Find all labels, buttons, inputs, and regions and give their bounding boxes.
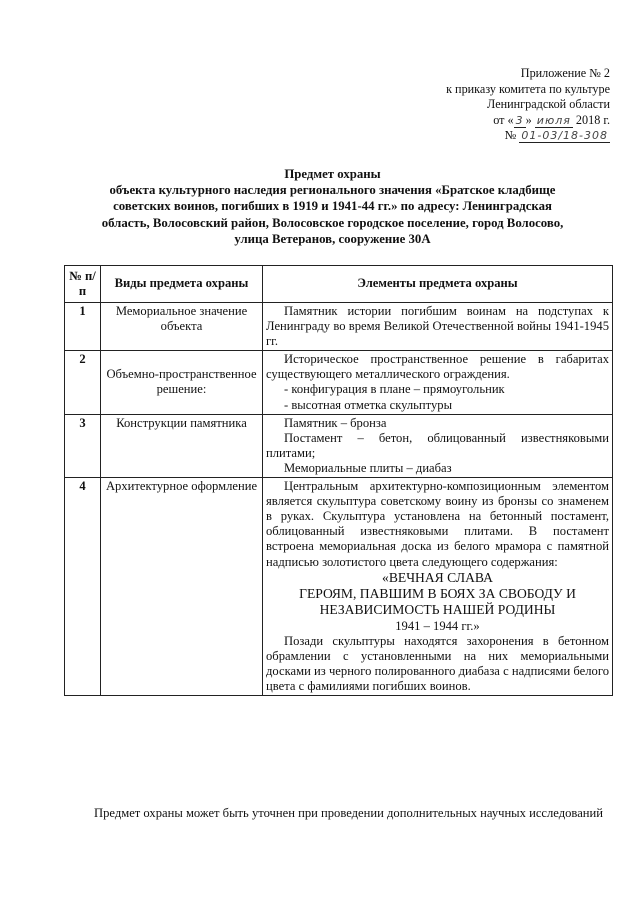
- row-text: Памятник истории погибшим воинам на подступах к Ленинграду во время Великой Отечественной войны 1941-1945 гг.: [266, 304, 609, 349]
- header-elements: Элементы предмета охраны: [263, 266, 613, 303]
- row-text: Позади скульптуры находятся захоронения в бетонном обрамлении с установленными на них мемориальными досками из черного полированного диабаза с надписями белого цвета с фамилиями погибших воинов.: [266, 633, 609, 693]
- row-num: 4: [65, 478, 101, 696]
- inscription-line: ГЕРОЯМ, ПАВШИМ В БОЯХ ЗА СВОБОДУ И НЕЗАВИСИМОСТЬ НАШЕЙ РОДИНЫ: [299, 585, 576, 617]
- row-kind: Мемориальное значение объекта: [101, 303, 263, 351]
- row-num: 3: [65, 414, 101, 477]
- appendix-block: [400, 66, 610, 144]
- row-kind: Архитектурное оформление: [101, 478, 263, 696]
- protection-subject-table: [64, 265, 613, 696]
- row-kind: Объемно-пространственное решение:: [101, 351, 263, 414]
- row-line: Памятник – бронза: [284, 415, 387, 430]
- inscription-years: 1941 – 1944 гг.»: [395, 618, 480, 633]
- header-kind: Виды предмета охраны: [101, 266, 263, 303]
- order-number-value: 01-03/18-308: [521, 129, 608, 143]
- header-num: № п/п: [65, 266, 101, 303]
- table-row: [65, 414, 613, 477]
- title-line: улица Ветеранов, сооружение 30А: [234, 231, 431, 246]
- row-num: 2: [65, 351, 101, 414]
- table-header-row: [65, 266, 613, 303]
- appendix-date: от « 3 » июля 2018 г.: [493, 112, 610, 127]
- title-line: советских воинов, погибших в 1919 и 1941-44 гг.» по адресу: Ленинградская: [113, 199, 552, 214]
- date-day: 3: [515, 113, 524, 127]
- footnote: Предмет охраны может быть уточнен при проведении дополнительных научных исследований: [94, 806, 604, 820]
- row-elements: [263, 303, 613, 351]
- appendix-region: Ленинградской области: [487, 97, 610, 112]
- appendix-order-number: № 01-03/18-308: [504, 128, 608, 143]
- row-kind: Конструкции памятника: [101, 414, 263, 477]
- row-elements: [263, 478, 613, 696]
- document-title: [55, 166, 610, 247]
- row-elements: [263, 351, 613, 414]
- date-year: 2018 г.: [575, 112, 610, 127]
- appendix-order-ref: к приказу комитета по культуре: [446, 81, 610, 96]
- table-row: [65, 303, 613, 351]
- row-list-item: - высотная отметка скульптуры: [284, 397, 453, 412]
- appendix-number: Приложение № 2: [520, 66, 610, 80]
- row-num: 1: [65, 303, 101, 351]
- title-line: область, Волосовский район, Волосовское городское поселение, город Волосово,: [101, 215, 564, 230]
- title-line: объекта культурного наследия регионального значения «Братское кладбище: [109, 183, 556, 198]
- row-line: Мемориальные плиты – диабаз: [284, 460, 452, 475]
- date-month: июля: [536, 113, 571, 127]
- table-row: [65, 351, 613, 414]
- inscription-line: «ВЕЧНАЯ СЛАВА: [382, 569, 493, 585]
- title-heading: Предмет охраны: [284, 167, 381, 181]
- row-line: Постамент – бетон, облицованный известняковыми плитами;: [266, 430, 609, 460]
- table-row: [65, 478, 613, 696]
- row-text: Историческое пространственное решение в габаритах существующего металлического ограждения.: [266, 352, 609, 382]
- row-elements: [263, 414, 613, 477]
- row-list-item: - конфигурация в плане – прямоугольник: [284, 382, 505, 397]
- row-text: Центральным архитектурно-композиционным элементом является скульптура советскому воину из бронзы со знаменем в руках. Скульптура установлена на бетонный постамент, облицованный известняковыми плитами. В постамент встроена мемориальная доска из белого мрамора с памятной надписью золотистого цвета следующего содержания:: [266, 479, 609, 569]
